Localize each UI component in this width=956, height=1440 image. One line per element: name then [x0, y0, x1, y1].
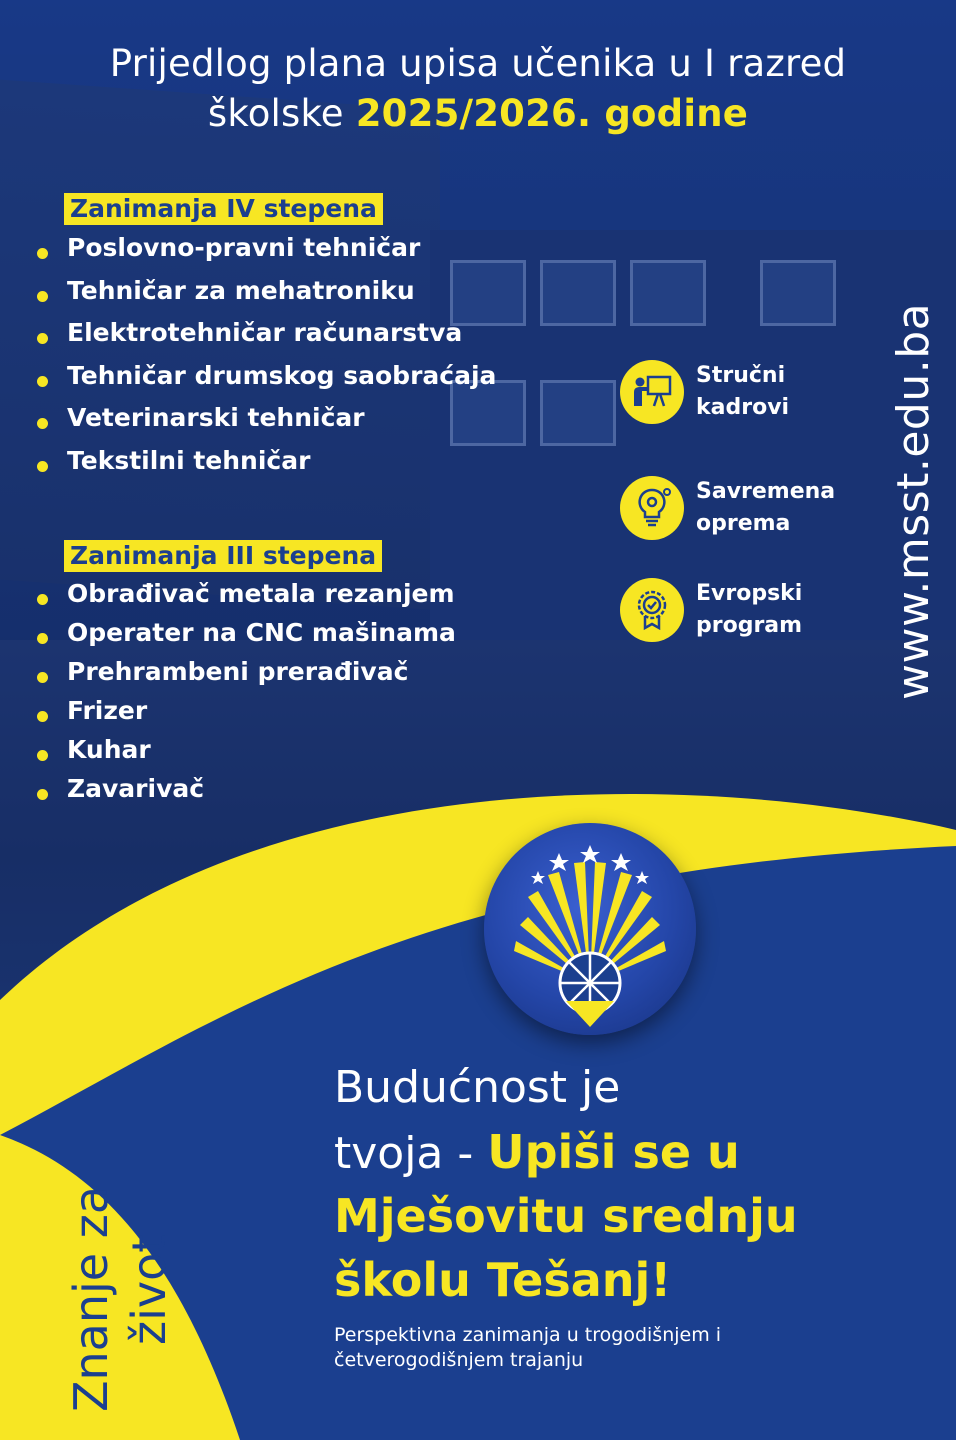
tagline-line-2: život [122, 1234, 176, 1345]
list-item: Veterinarski tehničar [34, 403, 496, 446]
slogan-line-2-yellow: Upiši se u [487, 1125, 740, 1179]
list-item: Tehničar drumskog saobraćaja [34, 361, 496, 404]
slogan-subtitle: Perspektivna zanimanja u trogodišnjem i četverogodišnjem trajanju [334, 1324, 722, 1371]
title-prefix: školske [207, 92, 356, 135]
title-year: 2025/2026. godine [355, 92, 749, 135]
title-line-1: Prijedlog plana upisa učenika u I razred [109, 42, 847, 85]
feature-equipment-text: Savremena oprema [696, 479, 836, 536]
list-item: Obrađivač metala rezanjem [34, 579, 456, 618]
school-logo [484, 823, 696, 1035]
slogan-line-1: Budućnost je [334, 1062, 621, 1113]
list-item: Poslovno-pravni tehničar [34, 233, 496, 276]
list-item: Kuhar [34, 735, 456, 774]
feature-program-text: Evropski program [696, 581, 803, 638]
website-url[interactable]: www.msst.edu.ba [888, 302, 939, 700]
degree-3-label: Zanimanja III stepena [64, 540, 382, 572]
slogan-line-2-white: tvoja - [334, 1128, 488, 1179]
feature-staff-text: Stručni kadrovi [696, 363, 790, 420]
slogan-line-3: Mješovitu srednju [334, 1189, 798, 1243]
list-item: Frizer [34, 696, 456, 735]
list-item: Prehrambeni prerađivač [34, 657, 456, 696]
tagline-line-1: Znanje za [64, 1185, 118, 1412]
list-item: Tehničar za mehatroniku [34, 276, 496, 319]
list-item: Operater na CNC mašinama [34, 618, 456, 657]
slogan-line-2 [334, 1120, 934, 1186]
list-item: Elektrotehničar računarstva [34, 318, 496, 361]
list-item: Tekstilni tehničar [34, 446, 496, 489]
slogan-line-4: školu Tešanj! [334, 1253, 672, 1307]
list-item: Zavarivač [34, 774, 456, 813]
degree-4-label: Zanimanja IV stepena [64, 193, 383, 225]
